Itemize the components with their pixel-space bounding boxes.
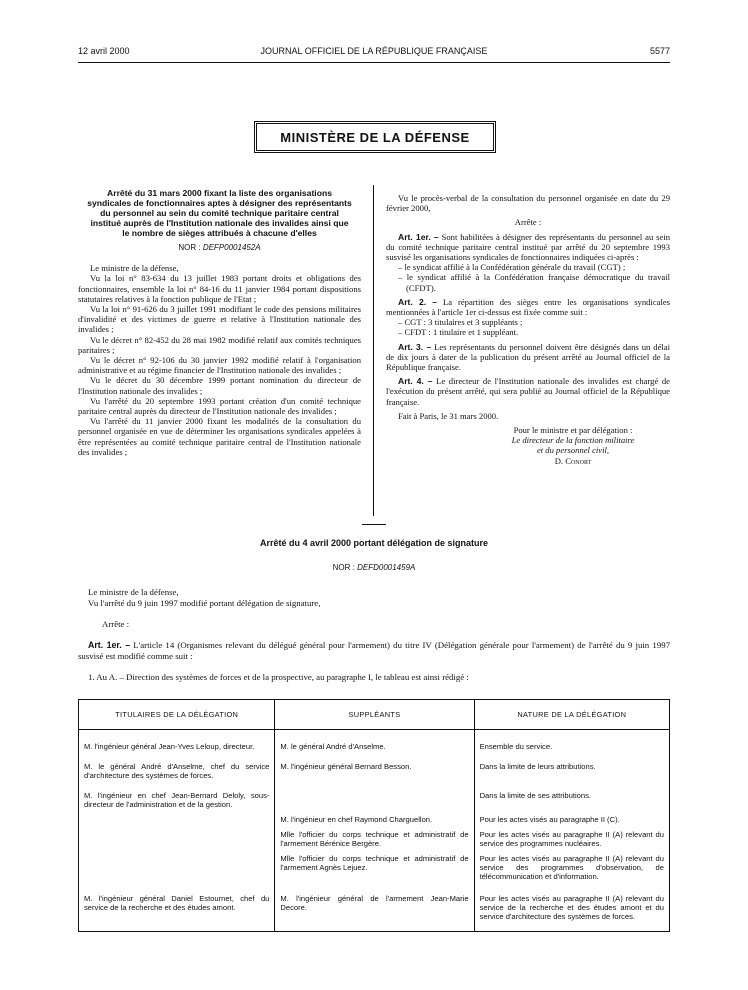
arrete-word: Arrête : — [102, 619, 130, 629]
table-row — [79, 754, 670, 783]
table-cell: M. l'ingénieur général Jean-Yves Leloup, directeur. — [79, 730, 275, 755]
page-header — [78, 46, 670, 60]
arrete2-paragraph: Vu l'arrêté du 9 juin 1997 modifié portant délégation de signature, — [88, 598, 321, 608]
table-cell — [79, 812, 275, 827]
table-cell: M. l'ingénieur général Daniel Estournet, chef du service de la recherche et des études amont. — [79, 884, 275, 932]
left-paragraph: Vu le décret n° 92-106 du 30 janvier 1992 modifié relatif à l'organisation administrative et au régime financier de l'Institution nationale des invalides ; — [78, 355, 361, 376]
table-cell — [275, 783, 474, 812]
table-row — [79, 730, 670, 755]
left-paragraph: Vu la loi n° 91-626 du 3 juillet 1991 modifiant le code des pensions militaires d'invalidité et des victimes de guerre et relative à l'Institution nationale des invalides ; — [78, 304, 361, 335]
article-1-label: Art. 1er. – — [88, 640, 131, 650]
done-at: Fait à Paris, le 31 mars 2000. — [398, 410, 499, 421]
table-cell: Mlle l'officier du corps technique et administratif de l'armement Bérénice Bergère. — [275, 827, 474, 851]
table-cell: Pour les actes visés au paragraphe II (A) relevant du service des programmes nucléaires. — [474, 827, 669, 851]
left-paragraph: Vu l'arrêté du 11 janvier 2000 fixant les modalités de la consultation du personnel organisée en vue de déterminer les organisations syndicales appelées à être représentées au comité technique paritaire central de l'Institution nationale des invalides ; — [78, 416, 361, 457]
table-cell: Ensemble du service. — [474, 730, 669, 755]
header-rule — [78, 62, 670, 63]
article-1-text: Sont habilitées à désigner des représentants du personnel au sein du comité technique paritaire central institué par arrêté du 20 septembre 1993 susvisé les organisations syndicales de fonctionnaires indiquées ci-après : — [386, 231, 670, 263]
header-date: 12 avril 2000 — [78, 46, 130, 56]
arrete2-point-1: 1. Au A. – Direction des systèmes de forces et de la prospective, au paragraphe I, le tableau est ainsi rédigé : — [88, 672, 469, 682]
arrete2-article-1 — [78, 640, 670, 662]
table-cell: Pour les actes visés au paragraphe II (A) relevant du service de la recherche et des études amont et du service d'architecture des systèmes de forces. — [474, 884, 669, 932]
article-3 — [386, 342, 670, 373]
article-4-label: Art. 4. – — [398, 376, 433, 387]
table-cell: M. l'ingénieur général de l'armement Jean-Marie Decore. — [275, 884, 474, 932]
nor-label: NOR : — [332, 563, 355, 572]
table-cell: M. l'ingénieur en chef Jean-Bernard Deloly, sous-directeur de l'administration et de la gestion. — [79, 783, 275, 812]
article-1-item: – le syndicat affilié à la Confédération générale du travail (CGT) ; — [398, 262, 626, 273]
arrete2-title: Arrêté du 4 avril 2000 portant délégation de signature — [259, 538, 489, 548]
arrete1-nor — [78, 243, 361, 253]
table-cell — [79, 851, 275, 884]
table-cell: Pour les actes visés au paragraphe II (A) relevant du service des programmes d'observation, de télécommunication et d'information. — [474, 851, 669, 884]
left-paragraph: Vu l'arrêté du 20 septembre 1993 portant création d'un comité technique paritaire central auprès du directeur de l'Institution nationale des invalides ; — [78, 395, 361, 417]
arrete1-title: Arrêté du 31 mars 2000 fixant la liste des organisations syndicales de fonctionnaires aptes à désigner des représentants du personnel au sein du comité technique paritaire central institué auprès de l'Institution nationale des invalides ainsi que le nombre de sièges attribués à chacune d'elles — [87, 188, 352, 238]
article-1 — [386, 232, 670, 263]
table-cell: Mlle l'officier du corps technique et administratif de l'armement Agnès Lejuez. — [275, 851, 474, 884]
nor-code: DEFP0001452A — [202, 243, 261, 252]
article-2-text: La répartition des sièges entre les organisations syndicales mentionnées à l'article 1er ci-dessus est fixée comme suit : — [386, 296, 670, 318]
table-header: SUPPLÉANTS — [275, 700, 474, 730]
article-4 — [386, 376, 670, 407]
arrete2-nor — [78, 563, 670, 572]
table-cell — [79, 827, 275, 851]
arrete-word: Arrête : — [514, 217, 542, 228]
article-1-text: L'article 14 (Organismes relevant du délégué général pour l'armement) du titre IV (Délégation générale pour l'armement) de l'arrêté du 9 juin 1997 susvisé est modifié comme suit : — [78, 640, 670, 661]
table-cell: Pour les actes visés au paragraphe II (C). — [474, 812, 669, 827]
table-header: NATURE DE LA DÉLÉGATION — [474, 700, 669, 730]
table-row — [79, 851, 670, 884]
left-paragraph: Le ministre de la défense, — [90, 263, 179, 274]
signature-line: Le directeur de la fonction militaire — [511, 435, 635, 446]
arrete2-paragraph: Le ministre de la défense, — [88, 587, 179, 597]
table-cell: M. l'ingénieur en chef Raymond Charguellon. — [275, 812, 474, 827]
article-2-label: Art. 2. – — [398, 296, 438, 307]
article-2 — [386, 297, 670, 317]
article-4-text: Le directeur de l'Institution nationale des invalides est chargé de l'exécution du présent arrêté, qui sera publié au Journal officiel de la République française. — [386, 376, 670, 407]
section-divider — [362, 524, 386, 525]
table-header-row — [79, 700, 670, 730]
article-3-text: Les représentants du personnel doivent être désignés dans un délai de dix jours à dater de la publication du présent arrêté au Journal officiel de la République française. — [386, 341, 670, 373]
header-page-number: 5577 — [649, 46, 670, 56]
article-3-label: Art. 3. – — [398, 341, 432, 352]
arrete2-body — [78, 587, 670, 683]
left-paragraph: Vu le décret du 30 décembre 1999 portant nomination du directeur de l'Institution nationale des invalides ; — [78, 375, 361, 396]
column-separator — [373, 185, 374, 516]
table-row — [79, 812, 670, 827]
signature-line: et du personnel civil, — [536, 445, 610, 456]
article-2-item: – CGT : 3 titulaires et 3 suppléants ; — [398, 317, 523, 328]
arrete1-right-column — [386, 193, 670, 466]
right-intro: Vu le procès-verbal de la consultation du personnel organisée en date du 29 février 2000, — [386, 193, 670, 214]
left-paragraph: Vu le décret n° 82-452 du 28 mai 1982 modifié relatif aux comités techniques paritaires ; — [78, 334, 361, 355]
nor-label: NOR : — [178, 243, 201, 252]
ministry-heading: MINISTÈRE DE LA DÉFENSE — [280, 129, 470, 145]
table-cell: M. le général André d'Anselme, chef du service d'architecture des systèmes de forces. — [79, 754, 275, 783]
table-cell: Dans la limite de ses attributions. — [474, 783, 669, 812]
table-row — [79, 827, 670, 851]
ministry-heading-box — [254, 121, 496, 153]
signature-name: D. Conort — [554, 455, 592, 466]
table-row — [79, 884, 670, 932]
table-cell: Dans la limite de leurs attributions. — [474, 754, 669, 783]
header-journal-title: JOURNAL OFFICIEL DE LA RÉPUBLIQUE FRANÇAISE — [260, 46, 488, 56]
nor-code: DEFD0001459A — [357, 563, 416, 572]
left-paragraph: Vu la loi n° 83-634 du 13 juillet 1983 portant droits et obligations des fonctionnaires, ensemble la loi n° 84-16 du 11 janvier 1984 portant dispositions statutaires relatives à la fonction publique de l'Etat ; — [78, 273, 361, 304]
table-cell: M. le général André d'Anselme. — [275, 730, 474, 755]
signature-line: Pour le ministre et par délégation : — [513, 425, 633, 436]
article-1-label: Art. 1er. – — [398, 231, 439, 242]
table-row — [79, 783, 670, 812]
table-cell: M. l'ingénieur général Bernard Besson. — [275, 754, 474, 783]
article-2-item: – CFDT : 1 titulaire et 1 suppléant. — [398, 327, 519, 338]
table-header: TITULAIRES DE LA DÉLÉGATION — [79, 700, 275, 730]
delegation-table — [78, 699, 670, 932]
article-1-item: – le syndicat affilié à la Confédération française démocratique du travail (CFDT). — [398, 272, 670, 293]
arrete1-left-column — [78, 188, 361, 457]
